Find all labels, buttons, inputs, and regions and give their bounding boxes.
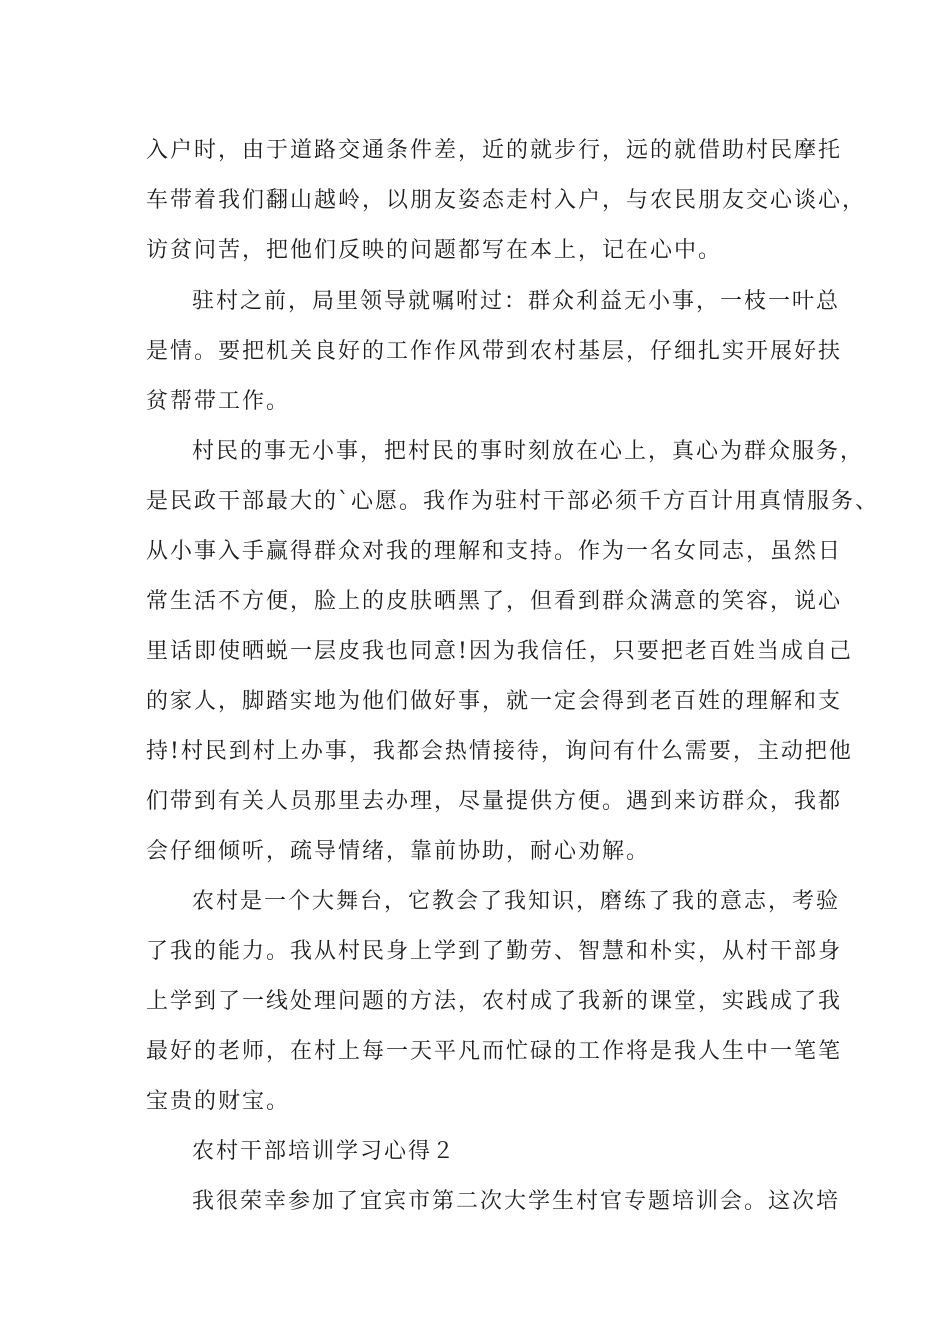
text-line: 里话即使晒蜕一层皮我也同意!因为我信任，只要把老百姓当成自己 <box>146 639 853 664</box>
text-line: 持!村民到村上办事，我都会热情接待，询问有什么需要，主动把他 <box>146 739 853 764</box>
text-line: 从小事入手赢得群众对我的理解和支持。作为一名女同志，虽然日 <box>146 539 843 564</box>
text-line: 常生活不方便，脸上的皮肤晒黑了，但看到群众满意的笑容，说心 <box>146 589 843 614</box>
text-line: 车带着我们翻山越岭，以朋友姿态走村入户，与农民朋友交心谈心， <box>146 188 867 213</box>
text-line: 宝贵的财宝。 <box>146 1089 291 1114</box>
text-line: 访贫问苦，把他们反映的问题都写在本上，记在心中。 <box>146 238 723 263</box>
section-heading: 农村干部培训学习心得２ <box>192 1139 457 1164</box>
paragraph-first-line: 农村是一个大舞台，它教会了我知识，磨练了我的意志，考验 <box>192 889 841 914</box>
text-line: 的家人，脚踏实地为他们做好事，就一定会得到老百姓的理解和支 <box>146 689 843 714</box>
text-line: 们带到有关人员那里去办理，尽量提供方便。遇到来访群众，我都 <box>146 789 843 814</box>
text-line: 是情。要把机关良好的工作作风带到农村基层，仔细扎实开展好扶 <box>146 339 843 364</box>
paragraph-first-line: 我很荣幸参加了宜宾市第二次大学生村官专题培训会。这次培 <box>192 1189 841 1214</box>
text-line: 贫帮带工作。 <box>146 389 291 414</box>
paragraph-first-line: 村民的事无小事，把村民的事时刻放在心上，真心为群众服务， <box>192 439 865 464</box>
text-line: 上学到了一线处理问题的方法，农村成了我新的课堂，实践成了我 <box>146 989 843 1014</box>
text-line: 最好的老师，在村上每一天平凡而忙碌的工作将是我人生中一笔笔 <box>146 1039 843 1064</box>
text-line: 入户时，由于道路交通条件差，近的就步行，远的就借助村民摩托 <box>146 138 843 163</box>
text-line: 了我的能力。我从村民身上学到了勤劳、智慧和朴实，从村干部身 <box>146 939 843 964</box>
text-line: 会仔细倾听，疏导情绪，靠前协助，耐心劝解。 <box>146 839 651 864</box>
paragraph-first-line: 驻村之前，局里领导就嘱咐过：群众利益无小事，一枝一叶总 <box>192 289 841 314</box>
text-line: 是民政干部最大的`心愿。我作为驻村干部必须千方百计用真情服务、 <box>146 489 880 514</box>
